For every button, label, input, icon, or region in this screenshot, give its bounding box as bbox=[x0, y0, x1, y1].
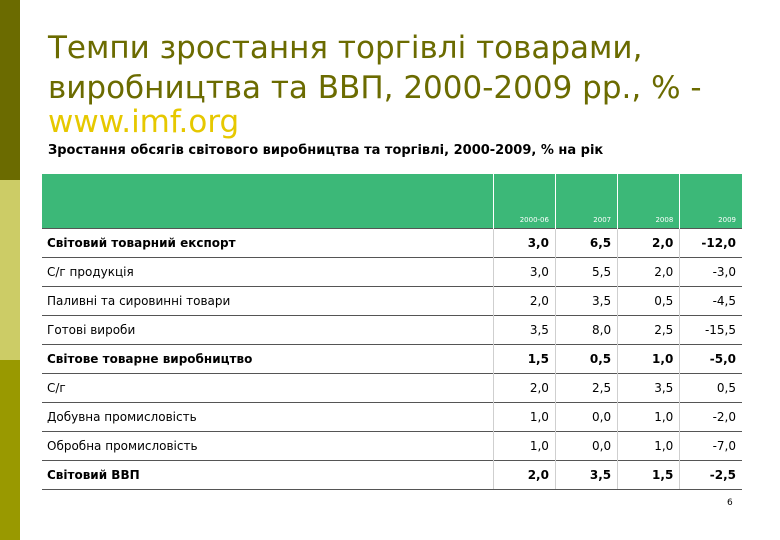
row-value: 3,5 bbox=[555, 461, 617, 490]
row-value: 1,0 bbox=[618, 345, 680, 374]
table-row bbox=[42, 229, 742, 258]
row-value: 3,5 bbox=[555, 287, 617, 316]
header-cell: 2000-06 bbox=[493, 174, 555, 229]
title-line-2: виробництва та ВВП, 2000-2009 рр., % - bbox=[48, 70, 702, 106]
row-value: 0,5 bbox=[680, 374, 742, 403]
header-cell: 2008 bbox=[618, 174, 680, 229]
row-value: -4,5 bbox=[680, 287, 742, 316]
row-value: -15,5 bbox=[680, 316, 742, 345]
table-row bbox=[42, 258, 742, 287]
header-cell bbox=[42, 174, 493, 229]
row-label: Добувна промисловість bbox=[42, 403, 493, 432]
slide-title bbox=[48, 28, 768, 142]
row-value: 1,5 bbox=[618, 461, 680, 490]
row-label: Світовий ВВП bbox=[42, 461, 493, 490]
row-value: 3,5 bbox=[493, 316, 555, 345]
row-value: 2,0 bbox=[493, 461, 555, 490]
row-label: Обробна промисловість bbox=[42, 432, 493, 461]
table-body bbox=[42, 229, 742, 490]
row-label: С/г продукція bbox=[42, 258, 493, 287]
row-value: 8,0 bbox=[555, 316, 617, 345]
table-row bbox=[42, 432, 742, 461]
row-label: Світове товарне виробництво bbox=[42, 345, 493, 374]
row-value: 1,0 bbox=[618, 403, 680, 432]
page-number: 6 bbox=[727, 498, 733, 508]
table-row bbox=[42, 374, 742, 403]
table-caption: Зростання обсягів світового виробництва та торгівлі, 2000-2009, % на рік bbox=[48, 143, 604, 158]
row-value: 2,0 bbox=[493, 287, 555, 316]
row-value: 0,5 bbox=[555, 345, 617, 374]
row-value: 1,0 bbox=[618, 432, 680, 461]
header-cell: 2007 bbox=[555, 174, 617, 229]
growth-table bbox=[42, 174, 742, 490]
sidebar-segment-top bbox=[0, 0, 20, 180]
title-url: www.imf.org bbox=[48, 104, 240, 140]
row-value: 6,5 bbox=[555, 229, 617, 258]
sidebar-segment-middle bbox=[0, 180, 20, 360]
row-value: 2,0 bbox=[618, 258, 680, 287]
row-value: -2,5 bbox=[680, 461, 742, 490]
sidebar-segment-bottom bbox=[0, 360, 20, 540]
sidebar-decoration bbox=[0, 0, 20, 540]
row-value: 0,0 bbox=[555, 432, 617, 461]
table-row bbox=[42, 316, 742, 345]
row-value: -3,0 bbox=[680, 258, 742, 287]
header-cell: 2009 bbox=[680, 174, 742, 229]
table-row bbox=[42, 403, 742, 432]
row-value: 3,0 bbox=[493, 229, 555, 258]
table-row bbox=[42, 345, 742, 374]
row-value: -7,0 bbox=[680, 432, 742, 461]
row-label: Паливні та сировинні товари bbox=[42, 287, 493, 316]
table-header-row bbox=[42, 174, 742, 229]
title-line-1: Темпи зростання торгівлі товарами, bbox=[48, 30, 643, 66]
row-value: -2,0 bbox=[680, 403, 742, 432]
table-row bbox=[42, 461, 742, 490]
row-value: 0,5 bbox=[618, 287, 680, 316]
row-value: 2,0 bbox=[493, 374, 555, 403]
row-value: 2,5 bbox=[555, 374, 617, 403]
row-value: -12,0 bbox=[680, 229, 742, 258]
row-value: 3,5 bbox=[618, 374, 680, 403]
row-label: Світовий товарний експорт bbox=[42, 229, 493, 258]
row-value: 1,0 bbox=[493, 432, 555, 461]
row-value: 1,0 bbox=[493, 403, 555, 432]
row-value: 5,5 bbox=[555, 258, 617, 287]
row-value: 0,0 bbox=[555, 403, 617, 432]
row-value: 2,5 bbox=[618, 316, 680, 345]
row-label: С/г bbox=[42, 374, 493, 403]
row-value: 2,0 bbox=[618, 229, 680, 258]
table-row bbox=[42, 287, 742, 316]
row-value: 1,5 bbox=[493, 345, 555, 374]
row-value: -5,0 bbox=[680, 345, 742, 374]
row-value: 3,0 bbox=[493, 258, 555, 287]
row-label: Готові вироби bbox=[42, 316, 493, 345]
